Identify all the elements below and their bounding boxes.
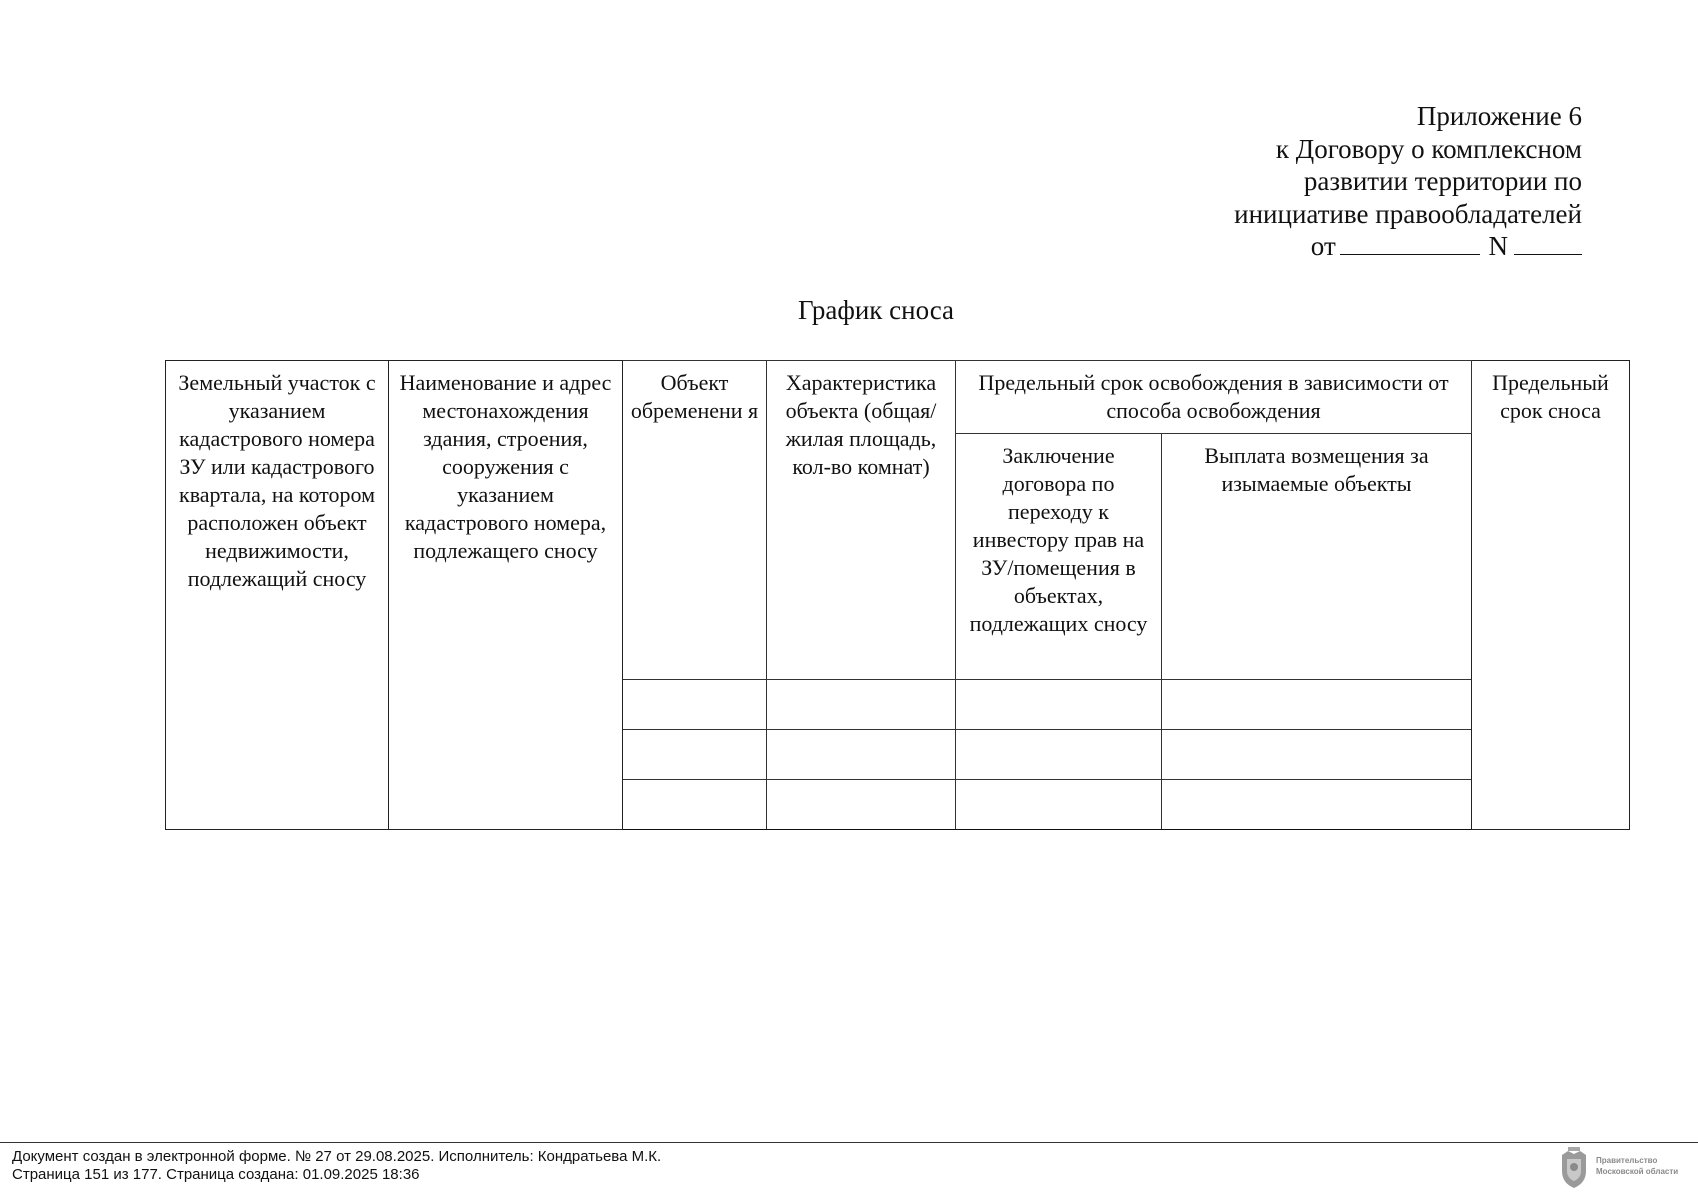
table-cell <box>623 780 767 830</box>
table-cell <box>767 680 956 730</box>
appendix-line-3: развитии территории по <box>1303 166 1582 196</box>
appendix-header <box>1234 100 1582 263</box>
header-contract-conclusion: Заключение договора по переходу к инвестору прав на ЗУ/помещения в объектах, подлежащих сносу <box>956 434 1162 680</box>
footer <box>12 1148 661 1183</box>
header-demolition-deadline: Предельный срок сноса <box>1472 361 1630 830</box>
table-cell <box>1162 730 1472 780</box>
appendix-line-1: Приложение 6 <box>1416 101 1582 131</box>
header-vacating-deadline-group: Предельный срок освобождения в зависимости от способа освобождения <box>956 361 1472 434</box>
appendix-line-2: к Договору о комплексном <box>1275 133 1582 164</box>
date-prefix: от <box>1310 231 1336 261</box>
header-building-name-address: Наименование и адрес местонахождения здания, строения, сооружения с указанием кадастрового номера, подлежащего сносу <box>389 361 623 830</box>
table-cell <box>767 780 956 830</box>
appendix-date-number-line <box>1234 230 1582 263</box>
date-blank <box>1340 232 1480 255</box>
table-cell <box>956 730 1162 780</box>
footer-divider <box>0 1142 1698 1143</box>
footer-line-2: Страница 151 из 177. Страница создана: 01.09.2025 18:36 <box>12 1165 420 1183</box>
demolition-schedule-table <box>165 360 1630 830</box>
document-title: График сноса <box>797 295 955 325</box>
header-land-plot: Земельный участок с указанием кадастрового номера ЗУ или кадастрового квартала, на котором расположен объект недвижимости, подлежащий сносу <box>166 361 389 830</box>
table-cell <box>623 680 767 730</box>
header-encumbrance-object: Объект обременени я <box>623 361 767 680</box>
table-cell <box>623 730 767 780</box>
emblem-caption <box>1596 1155 1678 1177</box>
footer-line-1: Документ создан в электронной форме. № 27 от 29.08.2025. Исполнитель: Кондратьева М.К. <box>12 1148 662 1165</box>
table-cell <box>956 780 1162 830</box>
number-blank <box>1514 232 1582 255</box>
emblem-line-2: Московской области <box>1596 1167 1679 1176</box>
header-compensation-payment: Выплата возмещения за изымаемые объекты <box>1162 434 1472 680</box>
table-cell <box>956 680 1162 730</box>
header-object-characteristics: Характеристика объекта (общая/жилая площадь, кол-во комнат) <box>767 361 956 680</box>
table-cell <box>767 730 956 780</box>
table-cell <box>1162 680 1472 730</box>
coat-of-arms-icon <box>1554 1145 1594 1191</box>
government-emblem <box>1554 1145 1694 1191</box>
appendix-line-4: инициативе правообладателей <box>1234 198 1582 229</box>
number-prefix: N <box>1488 231 1508 261</box>
table-cell <box>1162 780 1472 830</box>
emblem-line-1: Правительство <box>1596 1156 1658 1165</box>
